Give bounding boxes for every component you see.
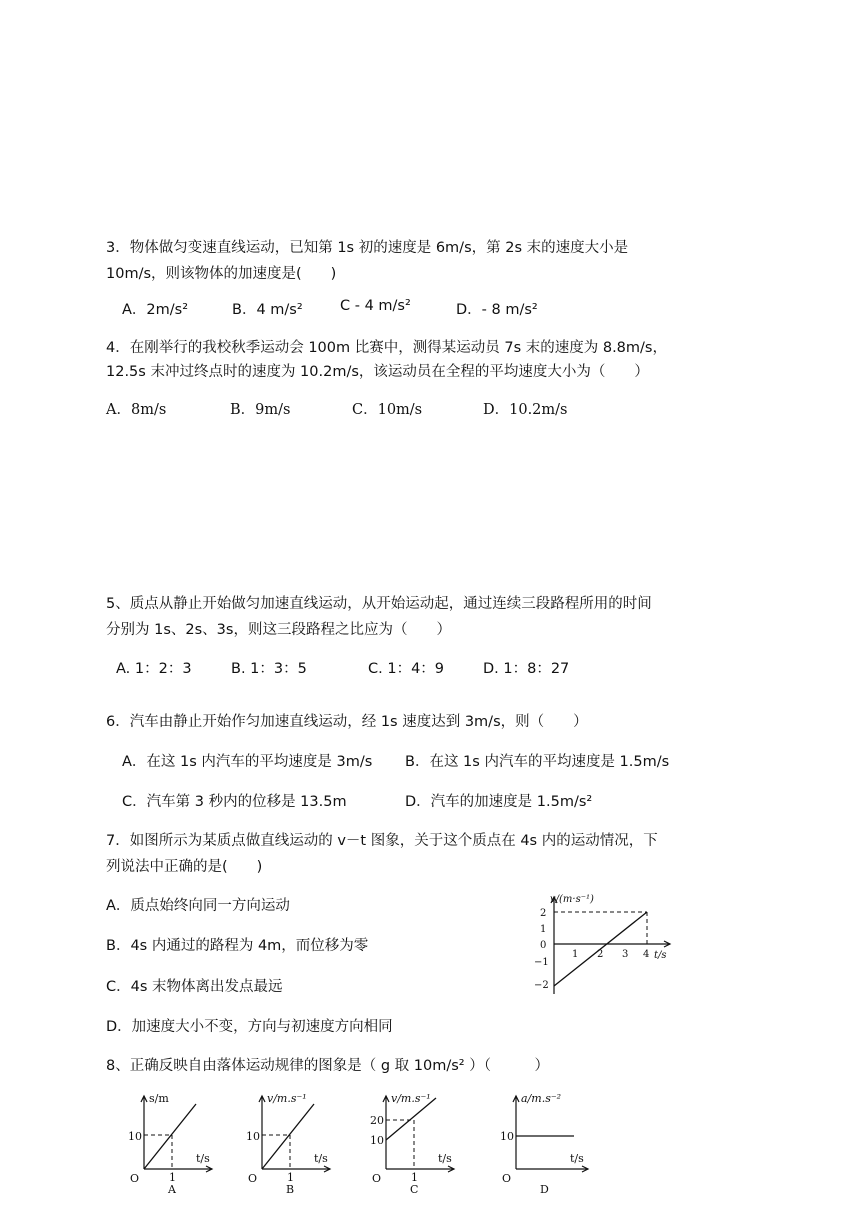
q8d-ytick: 10 [500, 1130, 514, 1143]
q7-option-d: D．加速度大小不变，方向与初速度方向相同 [106, 1019, 393, 1035]
q5-line1: 5、质点从静止开始做匀加速直线运动，从开始运动起，通过连续三段路程所用的时间 [106, 596, 652, 612]
q8-graph-b [246, 1090, 336, 1195]
q8a-y-label: s/m [149, 1092, 169, 1105]
q8d-letter: D [540, 1183, 549, 1196]
q4-option-c: C．10m/s [352, 402, 423, 418]
q7-velocity-line [554, 912, 650, 986]
q3-option-c: C - 4 m/s² [340, 298, 411, 314]
q8b-x-label: t/s [314, 1152, 328, 1165]
q7-ytick-neg2: −2 [534, 980, 549, 991]
q7-vt-graph [520, 890, 680, 1000]
q8c-ytick-10: 10 [370, 1134, 384, 1147]
q4-option-b: B．9m/s [230, 402, 291, 418]
q4-line2: 12.5s 末冲过终点时的速度为 10.2m/s，该运动员在全程的平均速度大小为（ ） [106, 364, 649, 380]
q6-option-b: B．在这 1s 内汽车的平均速度是 1.5m/s [405, 754, 670, 770]
q7-option-a: A．质点始终向同一方向运动 [106, 898, 290, 914]
q8c-xtick: 1 [411, 1171, 418, 1184]
q8c-letter: C [410, 1183, 419, 1196]
q8a-letter: A [168, 1183, 176, 1196]
q8b-xtick: 1 [287, 1171, 294, 1184]
q8d-origin: O [502, 1172, 512, 1185]
q8d-x-label: t/s [570, 1152, 584, 1165]
q4-option-a: A．8m/s [106, 402, 167, 418]
q5-option-a: A. 1：2：3 [116, 661, 192, 677]
q8a-xtick: 1 [169, 1171, 176, 1184]
q8a-ytick: 10 [128, 1130, 142, 1143]
q8b-ytick: 10 [246, 1130, 260, 1143]
q8-graph-d [500, 1090, 595, 1195]
q7-line2: 列说法中正确的是( ) [106, 859, 263, 875]
q3-line2: 10m/s，则该物体的加速度是( ) [106, 266, 337, 282]
q8b-origin: O [248, 1172, 258, 1185]
q4-option-d: D．10.2m/s [483, 402, 568, 418]
q8c-x-label: t/s [438, 1152, 452, 1165]
q7-y-label: v/(m·s⁻¹) [550, 894, 594, 905]
q8b-line [262, 1104, 314, 1169]
q6-line1: 6．汽车由静止开始作匀加速直线运动，经 1s 速度达到 3m/s，则（ ） [106, 714, 588, 730]
q8-line1: 8、正确反映自由落体运动规律的图象是（ g 取 10m/s² ）（ ） [106, 1058, 549, 1074]
q7-ytick-0: 0 [540, 940, 547, 951]
q4-line1: 4．在刚举行的我校秋季运动会 100m 比赛中，测得某运动员 7s 末的速度为 8.8m/s， [106, 340, 667, 356]
q7-line1: 7．如图所示为某质点做直线运动的 v－t 图象，关于这个质点在 4s 内的运动情况，下 [106, 833, 658, 849]
q5-line2: 分别为 1s、2s、3s，则这三段路程之比应为（ ） [106, 622, 451, 638]
q3-option-b: B．4 m/s² [232, 302, 303, 318]
q7-xtick-4: 4 [643, 949, 650, 960]
q8-graph-a [128, 1090, 218, 1195]
q8-graph-c [370, 1090, 460, 1195]
q7-option-b: B．4s 内通过的路程为 4m，而位移为零 [106, 938, 369, 954]
q8a-origin: O [130, 1172, 140, 1185]
q7-ytick-neg1: −1 [534, 957, 549, 968]
q3-option-a: A．2m/s² [122, 302, 189, 318]
q7-option-c: C．4s 末物体离出发点最远 [106, 979, 283, 995]
q8b-y-label: v/m.s⁻¹ [267, 1092, 307, 1105]
q7-xtick-3: 3 [622, 949, 629, 960]
q7-ytick-1: 1 [540, 924, 547, 935]
q8b-letter: B [286, 1183, 295, 1196]
q7-x-label: t/s [654, 950, 667, 961]
q8c-y-label: v/m.s⁻¹ [391, 1092, 431, 1105]
q3-option-d: D．- 8 m/s² [456, 302, 538, 318]
q8a-x-label: t/s [196, 1152, 210, 1165]
q5-option-c: C. 1：4：9 [368, 661, 445, 677]
q6-option-a: A．在这 1s 内汽车的平均速度是 3m/s [122, 754, 373, 770]
q8d-y-label: a/m.s⁻² [521, 1092, 562, 1105]
q3-line1: 3．物体做匀变速直线运动，已知第 1s 初的速度是 6m/s，第 2s 末的速度大小是 [106, 240, 629, 256]
q7-ytick-2: 2 [540, 908, 547, 919]
q6-option-d: D．汽车的加速度是 1.5m/s² [405, 794, 593, 810]
q8c-ytick-20: 20 [370, 1114, 384, 1127]
q8a-line [144, 1104, 196, 1169]
q8c-origin: O [372, 1172, 382, 1185]
q5-option-b: B. 1：3：5 [231, 661, 307, 677]
q7-xtick-2: 2 [597, 949, 604, 960]
q5-option-d: D. 1：8：27 [483, 661, 570, 677]
q6-option-c: C．汽车第 3 秒内的位移是 13.5m [122, 794, 347, 810]
q7-xtick-1: 1 [572, 949, 579, 960]
